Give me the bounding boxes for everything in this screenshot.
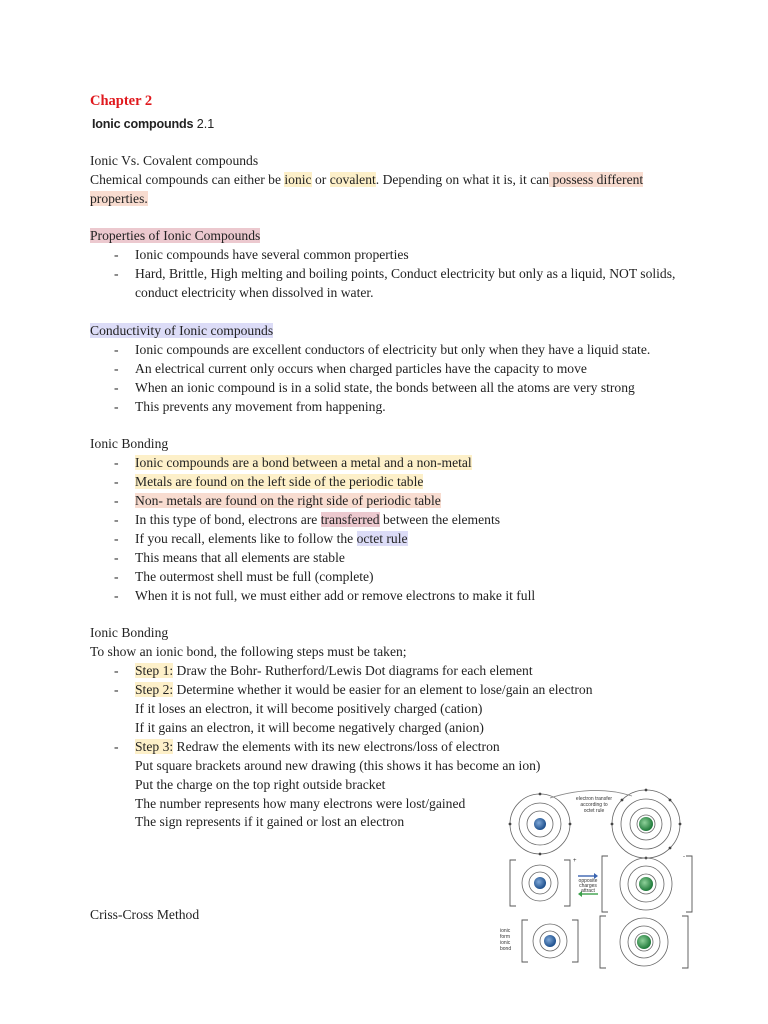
steps-list-2 xyxy=(90,738,690,757)
intro-paragraph: Chemical compounds can either be ionic or covalent. Depending on what it is, it can possess different properties. xyxy=(90,171,644,206)
section-heading xyxy=(92,115,690,134)
charge-plus: + xyxy=(573,858,577,864)
ionic-bonding-heading: Ionic Bonding xyxy=(90,436,169,452)
nucleus-sodium-ion xyxy=(534,877,546,889)
highlight-transferred: transferred xyxy=(320,511,380,527)
step-1: - Step 1: Draw the Bohr- Rutherford/Lewis Dot diagrams for each element xyxy=(90,662,690,681)
step-3-detail: The sign represents if it gained or lost an electron xyxy=(135,814,405,830)
highlight-octet-rule: octet rule xyxy=(356,530,408,546)
list-item: - Ionic compounds are a bond between a metal and a non-metal xyxy=(90,454,690,473)
document-body xyxy=(90,92,690,832)
label-bond-4: bond xyxy=(500,946,512,952)
list-item: - The outermost shell must be full (complete) xyxy=(90,568,690,587)
properties-heading: Properties of Ionic Compounds xyxy=(90,228,261,244)
label-bond-2: form xyxy=(500,934,510,940)
label-transfer-3: octet rule xyxy=(583,808,605,814)
label-bond-1: ionic xyxy=(500,928,511,934)
highlight-properties: possess different properties. xyxy=(90,171,644,206)
list-item: - If you recall, elements like to follow the octet rule xyxy=(90,530,690,549)
label-bond-3: ionic xyxy=(500,940,511,946)
list-item: - Ionic compounds are excellent conductors of electricity but only when they have a liquid state. xyxy=(90,341,690,360)
ionic-bonding-list xyxy=(90,454,690,605)
steps-intro: To show an ionic bond, the following steps must be taken; xyxy=(90,644,407,660)
list-item: - Metals are found on the left side of the periodic table xyxy=(90,473,690,492)
list-item: - Non- metals are found on the right side of periodic table xyxy=(90,492,690,511)
step-2-detail: If it loses an electron, it will become positively charged (cation) xyxy=(135,701,483,717)
label-attract-2: charges xyxy=(579,883,597,889)
list-item: - Ionic compounds have several common properties xyxy=(90,246,690,265)
properties-list xyxy=(90,246,690,303)
highlight-ionic: ionic xyxy=(284,171,312,187)
list-item: - When an ionic compound is in a solid state, the bonds between all the atoms are very strong xyxy=(90,379,690,398)
conductivity-list xyxy=(90,341,690,417)
charge-minus: - xyxy=(683,854,685,860)
step-3-detail: Put the charge on the top right outside bracket xyxy=(135,776,386,792)
list-item: - In this type of bond, electrons are transferred between the elements xyxy=(90,511,690,530)
nucleus-chlorine xyxy=(639,817,653,831)
step-2-detail: If it gains an electron, it will become negatively charged (anion) xyxy=(135,719,484,735)
conductivity-heading: Conductivity of Ionic compounds xyxy=(90,322,274,338)
intro-heading: Ionic Vs. Covalent compounds xyxy=(90,152,259,168)
list-item: - When it is not full, we must either add or remove electrons to make it full xyxy=(90,587,690,606)
criss-cross-heading: Criss-Cross Method xyxy=(90,907,200,922)
list-item: - An electrical current only occurs when charged particles have the capacity to move xyxy=(90,360,690,379)
label-transfer-2: according to xyxy=(580,802,608,808)
step-2: - Step 2: Determine whether it would be easier for an element to lose/gain an electron xyxy=(90,681,690,700)
list-item: - This prevents any movement from happening. xyxy=(90,398,690,417)
steps-list xyxy=(90,662,690,700)
nucleus-chlorine-ion xyxy=(639,877,653,891)
label-attract-3: attract xyxy=(581,888,595,894)
step-3-detail: Put square brackets around new drawing (this shows it has become an ion) xyxy=(135,757,541,773)
section-number: 2.1 xyxy=(196,116,215,131)
step-3: - Step 3: Redraw the elements with its new electrons/loss of electron xyxy=(90,738,690,757)
nucleus-sodium xyxy=(534,818,546,830)
ionic-bond-diagram xyxy=(494,786,694,974)
section-title: Ionic compounds xyxy=(92,116,194,131)
chapter-title: Chapter 2 xyxy=(90,93,153,109)
label-attract-1: opposite xyxy=(578,878,598,884)
step-3-detail: The number represents how many electrons were lost/gained xyxy=(135,795,466,811)
ionic-bonding-steps-heading: Ionic Bonding xyxy=(90,625,169,641)
label-transfer-1: electron transfer xyxy=(575,796,613,802)
highlight-covalent: covalent xyxy=(329,171,376,187)
list-item: - This means that all elements are stable xyxy=(90,549,690,568)
list-item: - Hard, Brittle, High melting and boiling points, Conduct electricity but only as a liquid, NOT solids, conduct electricity when dissolved in water. xyxy=(90,265,690,303)
